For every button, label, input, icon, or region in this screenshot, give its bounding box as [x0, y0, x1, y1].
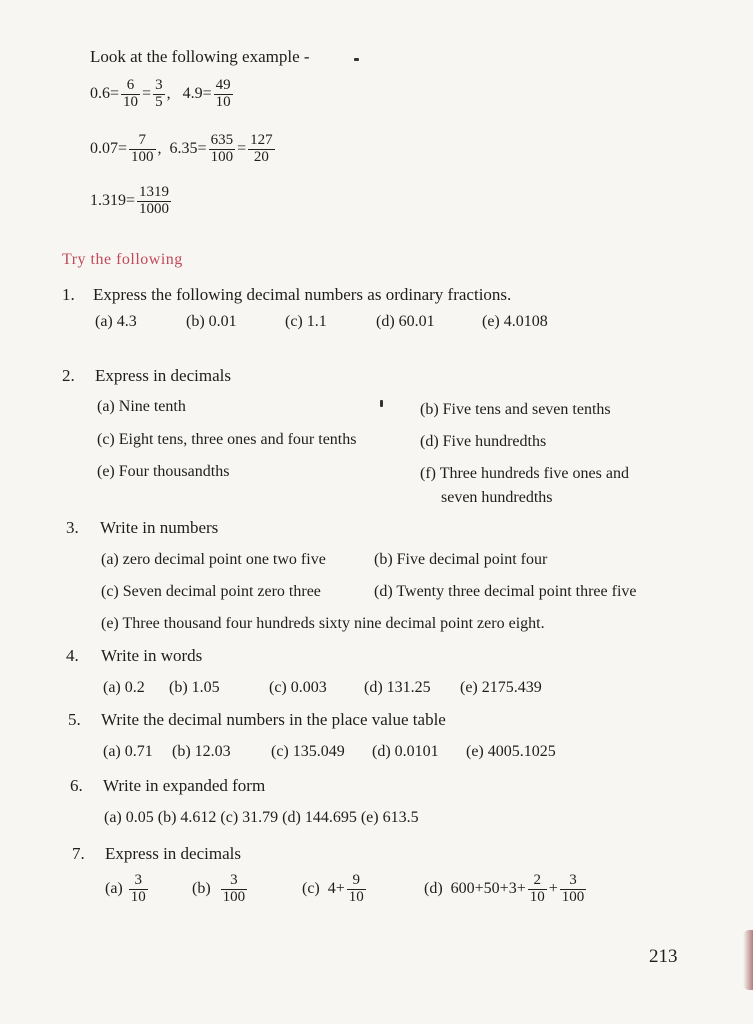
answer-part: (b) 1.05	[169, 679, 220, 696]
answer-part: (a) Nine tenth	[97, 398, 186, 415]
answer-part: (b) 0.01	[186, 313, 237, 330]
answer-part: (e) Four thousandths	[97, 463, 230, 480]
example-lhs: 4.9	[182, 84, 203, 102]
page-number: 213	[649, 946, 678, 967]
question-text: Write in numbers	[100, 518, 219, 537]
question-number: 2.	[62, 366, 75, 385]
intro-text: Look at the following example -	[90, 47, 310, 66]
answer-part: (d) 60.01	[376, 313, 435, 330]
answer-part: (d) Twenty three decimal point three five	[374, 583, 637, 600]
answer-part: (a) 0.71	[103, 743, 153, 760]
example-line-1: 0.6= $\frac{6}{10}$ = $\frac{3}{5}$ , 4.9= $\frac{49}{10}$	[90, 77, 231, 110]
page-edge-shadow	[743, 930, 753, 990]
question-number: 6.	[70, 776, 83, 795]
answer-part: (a) 4.3	[95, 313, 137, 330]
question-text: Express in decimals	[105, 844, 241, 863]
fraction: $\frac{49}{10}$	[215, 77, 231, 110]
question-text: Write in words	[101, 646, 203, 665]
answer-part: (e) 4005.1025	[466, 743, 556, 760]
question-number: 3.	[66, 518, 79, 537]
question-number: 5.	[68, 710, 81, 729]
part-label: (b)	[192, 879, 211, 897]
answer-part-b	[192, 873, 249, 906]
answer-part: (c) 0.003	[269, 679, 327, 696]
fraction: $\frac{2}{10}$	[529, 872, 545, 905]
example-line-3: 1.319= $\frac{1319}{1000}$	[90, 184, 170, 217]
part-label: (c)	[302, 879, 320, 897]
stray-mark	[380, 400, 383, 407]
example-line-2: 0.07= $\frac{7}{100}$ , 6.35= $\frac{635}{100}$ = $\frac{127}{20}$	[90, 132, 273, 165]
answer-part: (e) Three thousand four hundreds sixty nine decimal point zero eight.	[101, 615, 545, 632]
question-text: Write in expanded form	[103, 776, 266, 795]
plus-sign: +	[548, 879, 558, 897]
example-lhs: 0.07	[90, 139, 118, 157]
answer-part: (a) zero decimal point one two five	[101, 551, 326, 568]
part-label: (d)	[424, 879, 443, 897]
answer-part: (c) 135.049	[271, 743, 345, 760]
fraction: $\frac{9}{10}$	[348, 872, 364, 905]
answer-part: (e) 2175.439	[460, 679, 542, 696]
fraction: $\frac{6}{10}$	[123, 77, 139, 110]
answer-part: (d) 131.25	[364, 679, 431, 696]
answer-part-continued: seven hundredths	[441, 489, 553, 506]
answer-part: (b) 12.03	[172, 743, 231, 760]
answer-part-c	[302, 873, 368, 906]
fraction: $\frac{3}{100}$	[561, 872, 585, 905]
answer-part: (d) Five hundredths	[420, 433, 547, 450]
example-lhs: 6.35	[169, 139, 198, 157]
fraction: $\frac{3}{5}$	[155, 77, 163, 110]
question-number: 1.	[62, 285, 75, 304]
answer-part-a	[105, 873, 150, 906]
fraction: $\frac{3}{100}$	[222, 872, 246, 905]
fraction: $\frac{7}{100}$	[131, 132, 154, 165]
question-text: Express in decimals	[95, 366, 231, 385]
answer-part: (e) 4.0108	[482, 313, 548, 330]
example-lhs: 1.319	[90, 191, 126, 209]
fraction: $\frac{3}{10}$	[130, 872, 146, 905]
answer-part: (b) Five tens and seven tenths	[420, 401, 611, 418]
question-text: Write the decimal numbers in the place value table	[101, 710, 446, 729]
example-lhs: 0.6	[90, 84, 110, 102]
answer-part: (a) 0.2	[103, 679, 145, 696]
stray-mark	[354, 58, 359, 61]
answer-part: (c) 1.1	[285, 313, 327, 330]
answer-part: (c) Eight tens, three ones and four tenths	[97, 431, 357, 448]
answer-part: (c) Seven decimal point zero three	[101, 583, 321, 600]
question-number: 4.	[66, 646, 79, 665]
answer-part: (b) Five decimal point four	[374, 551, 548, 568]
answer-part: (d) 0.0101	[372, 743, 439, 760]
question-text: Express the following decimal numbers as ordinary fractions.	[93, 285, 512, 304]
fraction: $\frac{635}{100}$	[210, 132, 234, 165]
part-label: (a)	[105, 879, 123, 897]
expression-prefix: 4+	[327, 879, 345, 897]
answer-line: (a) 0.05 (b) 4.612 (c) 31.79 (d) 144.695 (e) 613.5	[104, 809, 419, 826]
fraction: $\frac{127}{20}$	[250, 132, 273, 165]
answer-part-d	[424, 873, 588, 906]
try-heading: Try the following	[62, 251, 183, 268]
expression-prefix: 600+50+3+	[450, 879, 526, 897]
question-number: 7.	[72, 844, 85, 863]
fraction: $\frac{1319}{1000}$	[139, 184, 170, 217]
answer-part: (f) Three hundreds five ones and	[420, 465, 629, 482]
